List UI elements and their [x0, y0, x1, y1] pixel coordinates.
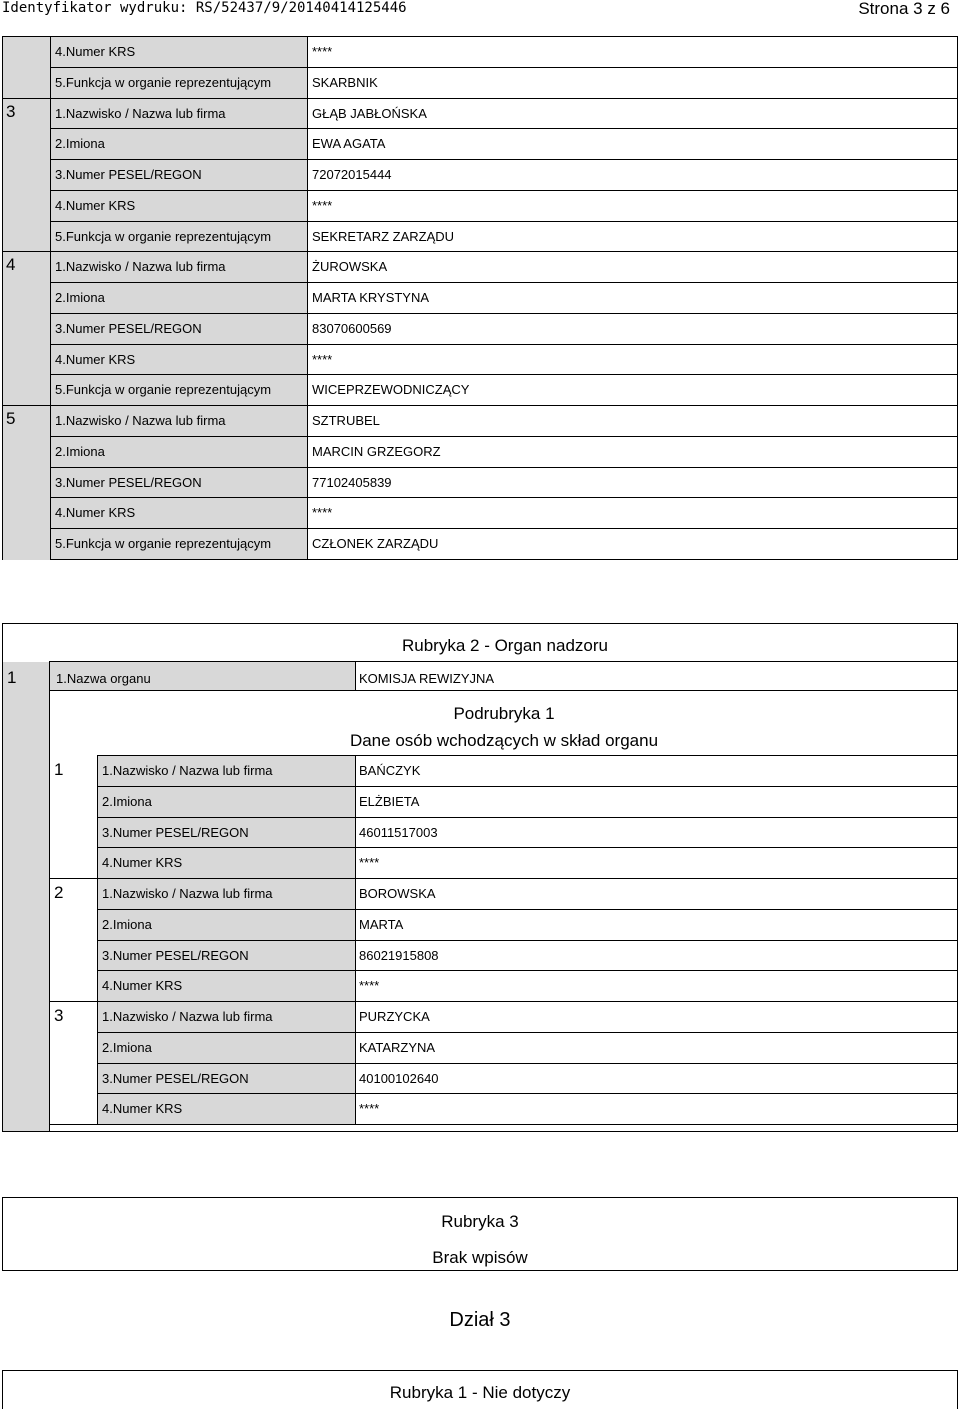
rubryka-2-number-column	[3, 662, 49, 1131]
field-value: SKARBNIK	[312, 74, 378, 90]
field-label: 5.Funkcja w organie reprezentującym	[55, 228, 272, 244]
member-field-label: 2.Imiona	[102, 793, 152, 809]
field-label: 5.Funkcja w organie reprezentującym	[55, 536, 272, 551]
member-field-label: 4.Numer KRS	[102, 855, 183, 871]
field-label: 4.Numer KRS	[55, 44, 136, 59]
entry-number: 3	[6, 101, 16, 121]
member-field-label: 4.Numer KRS	[102, 978, 183, 994]
rubryka-3-body: Brak wpisów	[432, 1248, 528, 1267]
dzial-3-rubryka-1-title: Rubryka 1 - Nie dotyczy	[389, 1383, 571, 1402]
podrubryka-title: Podrubryka 1	[453, 704, 555, 723]
member-field-value: BOROWSKA	[359, 886, 436, 901]
member-field-value: 46011517003	[359, 824, 438, 840]
rubryka-3-title: Rubryka 3	[441, 1212, 519, 1231]
member-field-value: ****	[359, 978, 380, 994]
field-value: ŻUROWSKA	[312, 259, 388, 275]
organ-name-label: 1.Nazwa organu	[56, 671, 151, 686]
field-label: 1.Nazwisko / Nazwa lub firma	[55, 259, 226, 275]
member-field-value: ****	[359, 1101, 380, 1117]
member-field-label: 1.Nazwisko / Nazwa lub firma	[102, 886, 273, 901]
field-value: MARCIN GRZEGORZ	[312, 443, 441, 459]
field-value: CZŁONEK ZARZĄDU	[312, 536, 439, 551]
member-field-value: 86021915808	[359, 947, 439, 963]
entry-number: 4	[6, 255, 16, 275]
field-label: 5.Funkcja w organie reprezentującym	[55, 382, 272, 398]
field-value: EWA AGATA	[312, 136, 386, 152]
field-value: MARTA KRYSTYNA	[312, 290, 430, 305]
field-value: SEKRETARZ ZARZĄDU	[312, 228, 455, 244]
field-value: WICEPRZEWODNICZĄCY	[312, 382, 470, 398]
member-field-value: ELŻBIETA	[359, 793, 420, 809]
field-value: 77102405839	[312, 474, 392, 490]
podrubryka-subtitle: Dane osób wchodzących w skład organu	[349, 731, 659, 750]
field-label: 1.Nazwisko / Nazwa lub firma	[55, 413, 226, 428]
member-field-label: 2.Imiona	[102, 1039, 152, 1055]
print-header	[0, 0, 960, 18]
field-value: ****	[312, 197, 333, 213]
field-value: SZTRUBEL	[312, 413, 380, 428]
field-value: 72072015444	[312, 167, 392, 182]
member-field-value: MARTA	[359, 916, 404, 932]
field-label: 4.Numer KRS	[55, 351, 136, 367]
member-field-value: PURZYCKA	[359, 1009, 430, 1024]
member-field-value: 40100102640	[359, 1070, 439, 1086]
field-label: 3.Numer PESEL/REGON	[55, 320, 202, 336]
member-field-label: 3.Numer PESEL/REGON	[102, 824, 249, 840]
field-label: 4.Numer KRS	[55, 505, 136, 521]
member-field-value: ****	[359, 855, 380, 871]
member-number: 2	[54, 883, 64, 902]
member-number: 1	[54, 760, 64, 779]
member-field-value: KATARZYNA	[359, 1039, 436, 1055]
member-field-label: 3.Numer PESEL/REGON	[102, 1070, 249, 1086]
field-label: 2.Imiona	[55, 136, 105, 152]
field-label: 1.Nazwisko / Nazwa lub firma	[55, 105, 226, 121]
field-value: GŁĄB JABŁOŃSKA	[312, 105, 427, 121]
field-label: 2.Imiona	[55, 443, 105, 459]
field-label: 5.Funkcja w organie reprezentującym	[55, 74, 272, 90]
field-label: 3.Numer PESEL/REGON	[55, 167, 202, 182]
entry-number: 5	[6, 409, 16, 428]
page-number: Strona 3 z 6	[858, 0, 950, 18]
rubryka-2-title: Rubryka 2 - Organ nadzoru	[402, 636, 608, 655]
member-field-label: 4.Numer KRS	[102, 1101, 183, 1117]
field-value: 83070600569	[312, 320, 392, 336]
member-number: 3	[54, 1006, 64, 1025]
rubryka-2-item-number: 1	[7, 668, 17, 687]
member-field-label: 1.Nazwisko / Nazwa lub firma	[102, 763, 273, 778]
field-label: 4.Numer KRS	[55, 197, 136, 213]
organ-name-value: KOMISJA REWIZYJNA	[359, 671, 495, 686]
field-label: 2.Imiona	[55, 290, 105, 305]
member-field-value: BAŃCZYK	[359, 763, 421, 778]
field-label: 3.Numer PESEL/REGON	[55, 474, 202, 490]
print-identifier: Identyfikator wydruku: RS/52437/9/20140414125446	[2, 0, 407, 16]
field-value: ****	[312, 351, 333, 367]
field-value: ****	[312, 505, 333, 521]
section-title-dzial-3: Dział 3	[449, 1309, 511, 1331]
member-field-label: 1.Nazwisko / Nazwa lub firma	[102, 1009, 273, 1024]
field-value: ****	[312, 44, 333, 59]
member-field-label: 2.Imiona	[102, 916, 152, 932]
member-field-label: 3.Numer PESEL/REGON	[102, 947, 249, 963]
